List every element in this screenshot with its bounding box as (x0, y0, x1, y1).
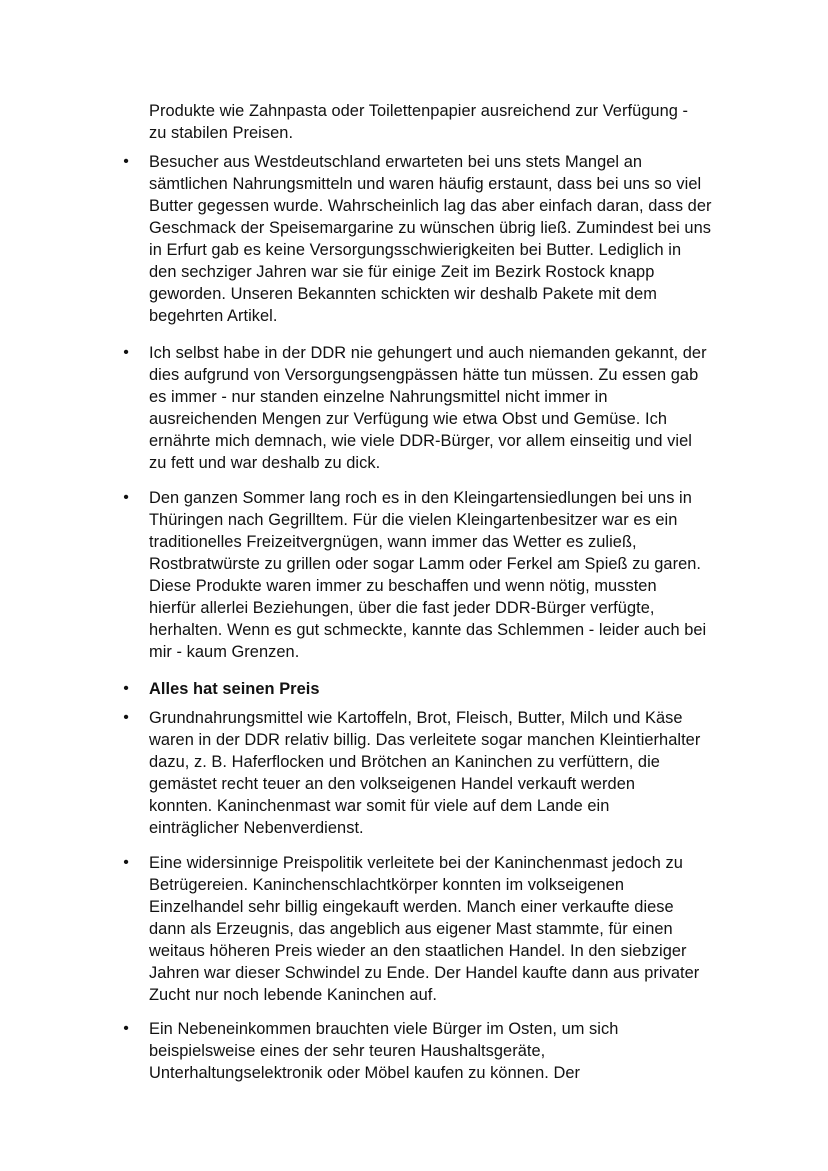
text-line: Butter gegessen wurde. Wahrscheinlich lag das aber einfach daran, dass der (149, 197, 712, 215)
text-line: Unterhaltungselektronik oder Möbel kaufen zu können. Der (149, 1064, 581, 1082)
text-line: gemästet recht teuer an den volkseigenen Handel verkauft werden (149, 775, 636, 793)
bullet-icon: • (123, 680, 129, 697)
text-line: dazu, z. B. Haferflocken und Brötchen an Kaninchen zu verfüttern, die (149, 753, 660, 771)
text-line: traditionelles Freizeitvergnügen, wann immer das Wetter es zuließ, (149, 533, 637, 551)
text-line: Diese Produkte waren immer zu beschaffen und wenn nötig, mussten (149, 577, 657, 595)
text-line: einträglicher Nebenverdienst. (149, 819, 364, 837)
bullet-icon: • (123, 709, 129, 726)
section-heading: Alles hat seinen Preis (149, 680, 320, 698)
text-line: ausreichenden Mengen zur Verfügung wie etwa Obst und Gemüse. Ich (149, 410, 667, 428)
text-line: Besucher aus Westdeutschland erwarteten bei uns stets Mangel an (149, 153, 643, 171)
text-line: herhalten. Wenn es gut schmeckte, kannte das Schlemmen - leider auch bei (149, 621, 707, 639)
text-line: geworden. Unseren Bekannten schickten wir deshalb Pakete mit dem (149, 285, 657, 303)
text-line: hierfür allerlei Beziehungen, über die fast jeder DDR-Bürger verfügte, (149, 599, 655, 617)
text-line: ernährte mich demnach, wie viele DDR-Bürger, vor allem einseitig und viel (149, 432, 692, 450)
bullet-icon: • (123, 854, 129, 871)
text-line: beispielsweise eines der sehr teuren Haushaltsgeräte, (149, 1042, 546, 1060)
bullet-icon: • (123, 489, 129, 506)
text-line: Jahren war dieser Schwindel zu Ende. Der Handel kaufte dann aus privater (149, 964, 700, 982)
text-line: Den ganzen Sommer lang roch es in den Kleingartensiedlungen bei uns in (149, 489, 692, 507)
text-line: Thüringen nach Gegrilltem. Für die vielen Kleingartenbesitzer war es ein (149, 511, 678, 529)
text-line: Eine widersinnige Preispolitik verleitete bei der Kaninchenmast jedoch zu (149, 854, 683, 872)
text-line: dies aufgrund von Versorgungsengpässen hätte tun müssen. Zu essen gab (149, 366, 699, 384)
text-line: sämtlichen Nahrungsmitteln und waren häufig erstaunt, dass bei uns so viel (149, 175, 702, 193)
text-line: Grundnahrungsmittel wie Kartoffeln, Brot, Fleisch, Butter, Milch und Käse (149, 709, 683, 727)
text-line: konnten. Kaninchenmast war somit für viele auf dem Lande ein (149, 797, 610, 815)
text-line: es immer - nur standen einzelne Nahrungsmittel nicht immer in (149, 388, 608, 406)
text-line: Ich selbst habe in der DDR nie gehungert und auch niemanden gekannt, der (149, 344, 707, 362)
text-line: Ein Nebeneinkommen brauchten viele Bürger im Osten, um sich (149, 1020, 619, 1038)
text-line: zu fett und war deshalb zu dick. (149, 454, 381, 472)
bullet-icon: • (123, 344, 129, 361)
bullet-icon: • (123, 1020, 129, 1037)
text-line: in Erfurt gab es keine Versorgungsschwierigkeiten bei Butter. Lediglich in (149, 241, 682, 259)
bullet-icon: • (123, 153, 129, 170)
text-line: Rostbratwürste zu grillen oder sogar Lamm oder Ferkel am Spieß zu garen. (149, 555, 702, 573)
text-line: mir - kaum Grenzen. (149, 643, 300, 661)
text-line: Produkte wie Zahnpasta oder Toilettenpapier ausreichend zur Verfügung - (149, 102, 689, 120)
text-line: Geschmack der Speisemargarine zu wünschen übrig ließ. Zumindest bei uns (149, 219, 712, 237)
text-line: weitaus höheren Preis wieder an den staatlichen Handel. In den siebziger (149, 942, 687, 960)
text-line: waren in der DDR relativ billig. Das verleitete sogar manchen Kleintierhalter (149, 731, 701, 749)
text-line: begehrten Artikel. (149, 307, 278, 325)
text-line: Zucht nur noch lebende Kaninchen auf. (149, 986, 437, 1004)
text-line: Betrügereien. Kaninchenschlachtkörper konnten im volkseigenen (149, 876, 625, 894)
text-line: dann als Erzeugnis, das angeblich aus eigener Mast stammte, für einen (149, 920, 673, 938)
text-line: Einzelhandel sehr billig eingekauft werden. Manch einer verkaufte diese (149, 898, 674, 916)
text-line: zu stabilen Preisen. (149, 124, 294, 142)
text-line: den sechziger Jahren war sie für einige Zeit im Bezirk Rostock knapp (149, 263, 655, 281)
